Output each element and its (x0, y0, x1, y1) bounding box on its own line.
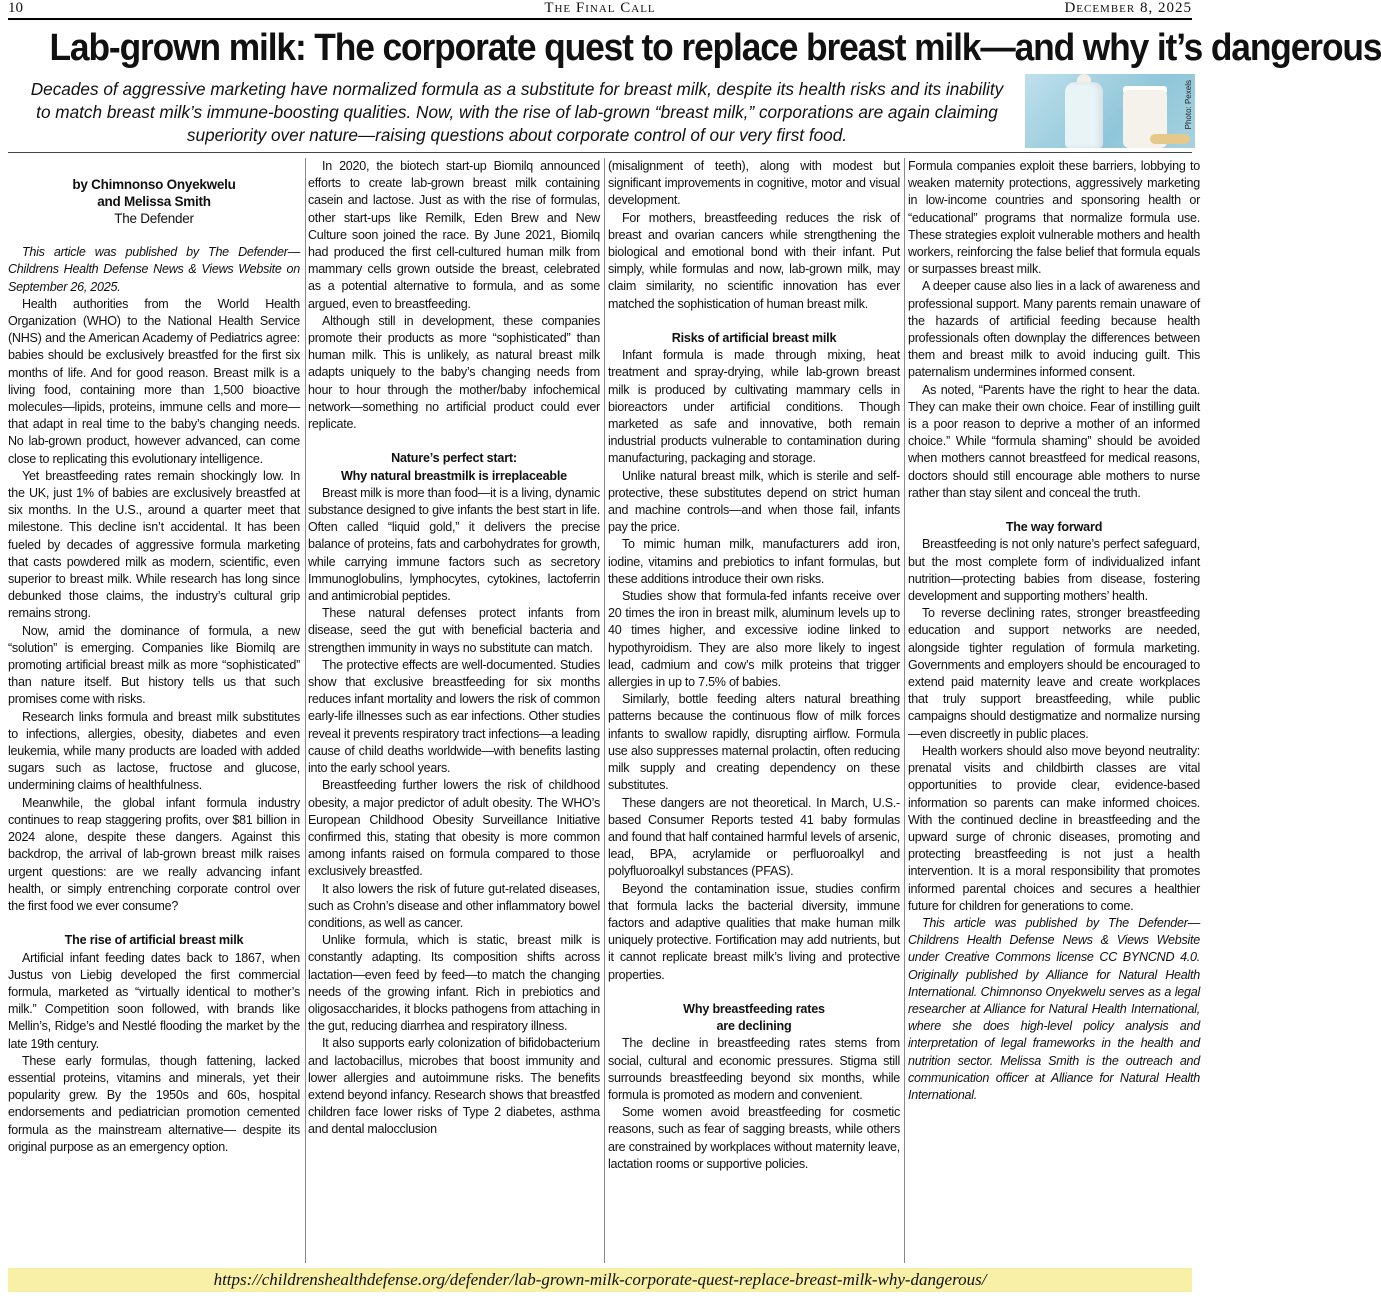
paragraph: Breastfeeding further lowers the risk of childhood obesity, a major predictor of adult obesity. The WHO’s European Childhood Obesity Surveillance Initiative confirmed this, stating that obesity is more common among infants raised on formula compared to those exclusively breastfed. (308, 778, 600, 879)
paragraph: Now, amid the dominance of formula, a new “solution” is emerging. Companies like Biomilq are promoting artificial breast milk as more “sophisticated” than nature itself. But history tells us that such promises come with risks. (8, 623, 300, 707)
header-rule (8, 152, 1192, 153)
paragraph: These early formulas, though fattening, lacked essential proteins, vitamins and minerals, yet their popularity grew. By the 1950s and 60s, hospital endorsements and pediatrician promotion cemented formula as the mainstream alternative— despite its original purpose as an emergency option. (8, 1053, 300, 1154)
paragraph: Unlike formula, which is static, breast milk is constantly adapting. Its composition shifts across lactation—even feed by feed—to match the changing needs of the growing infant. Rich in prebiotics and oligosaccharides, it blocks pathogens from attaching in the gut, reducing diarrhea and respiratory illness. (308, 933, 600, 1034)
paragraph: Yet breastfeeding rates remain shockingly low. In the UK, just 1% of babies are exclusively breastfed at six months. In the U.S., around a quarter meet that milestone. This decline isn’t accidental. It has been fueled by decades of aggressive formula marketing that casts powdered milk as modern, scientific, even superior to breast milk. While research has long since debunked those claims, the industry’s cultural grip remains strong. (8, 468, 300, 621)
paragraph: A deeper cause also lies in a lack of awareness and professional support. Many parents remain unaware of the hazards of artificial feeding because health professionals often downplay the differences between them and breast milk to avoid inducing guilt. This paternalism undermines informed consent. (908, 279, 1200, 380)
paragraph: Formula companies exploit these barriers, lobbying to weaken maternity protections, aggressively marketing in low-income countries and sponsoring health or “educational” programs that normalize formula use. These strategies exploit vulnerable mothers and health workers, reinforcing the false belief that formula equals or surpasses breast milk. (908, 159, 1200, 277)
paragraph: As noted, “Parents have the right to hear the data. They can make their own choice. Fear of instilling guilt is a poor reason to deprive a mother of an informed choice.” While “formula shaming” should be avoided when mothers cannot breastfeed for medical reasons, doctors should still encourage able mothers to nurse rather than stay silent and conceal the truth. (908, 382, 1200, 500)
article-column-4 (908, 158, 1200, 1104)
column-divider (904, 158, 905, 1263)
paragraph: Breast milk is more than food—it is a living, dynamic substance designed to give infants the best start in life. Often called “liquid gold,” it delivers the precise balance of proteins, fats and carbohydrates for growth, while carrying immune factors such as secretory Immunoglobulins, lymphocytes, cytokines, lactoferrin and antimicrobial peptides. (308, 485, 600, 604)
section-heading: are declining (716, 1019, 792, 1034)
column-divider (604, 158, 605, 1263)
paragraph: It also lowers the risk of future gut-related diseases, such as Crohn’s disease and other inflammatory bowel conditions, as well as cancer. (308, 881, 600, 930)
paragraph: Studies show that formula-fed infants receive over 20 times the iron in breast milk, aluminum levels up to 40 times higher, and excessive iodine linked to hypothyroidism. They are also more likely to ingest lead, cadmium and cow’s milk proteins that trigger allergies in up to 7.5% of babies. (608, 589, 900, 690)
section-heading: Nature’s perfect start: (391, 451, 517, 466)
section-heading: Why breastfeeding rates (683, 1001, 825, 1016)
paragraph: (misalignment of teeth), along with modest but significant improvements in cognitive, motor and visual development. (608, 159, 900, 208)
paragraph: Unlike natural breast milk, which is sterile and self-protective, these substitutes depend on strict human and machine controls—and when those fail, infants pay the price. (608, 468, 900, 535)
baby-bottle-photo (1025, 74, 1195, 148)
paragraph: These natural defenses protect infants from disease, seed the gut with beneficial bacteria and strengthen immunity in ways no substitute can match. (308, 606, 600, 655)
byline (8, 176, 300, 227)
paragraph: The protective effects are well-documented. Studies show that exclusive breastfeeding for six months reduces infant mortality and lowers the risk of common early-life illnesses such as ear infections. Other studies reveal it prevents respiratory tract infections—a leading cause of child deaths worldwide—with benefits lasting into the early school years. (308, 657, 600, 776)
paragraph: Breastfeeding is not only nature’s perfect safeguard, but the most complete form of individualized infant nutrition—protecting babies from disease, fostering development and supporting mothers’ health. (908, 537, 1200, 604)
paragraph: Similarly, bottle feeding alters natural breathing patterns because the continuous flow of milk forces infants to swallow rapidly, disrupting airflow. Formula use also suppresses maternal prolactin, often reducing milk supply and creating dependency on these substitutes. (608, 692, 900, 793)
byline-authors-1: by Chimnonso Onyekwelu (72, 177, 236, 192)
section-heading: The rise of artificial breast milk (64, 933, 244, 948)
paragraph: These dangers are not theoretical. In March, U.S.-based Consumer Reports tested 41 baby formulas and found that half contained harmful levels of arsenic, lead, BPA, acrylamide or perfluoroalkyl and polyfluoroalkyl substances (PFAS). (608, 795, 900, 879)
photo-credit: Photo: Pexels (1184, 80, 1193, 130)
byline-outlet: The Defender (114, 211, 194, 226)
paragraph: The decline in breastfeeding rates stems from social, cultural and economic pressures. Stigma still surrounds breastfeeding beyond six months, while formula is promoted as modern and convenient. (608, 1036, 900, 1102)
paragraph: Infant formula is made through mixing, heat treatment and spray-drying, while lab-grown breast milk is produced by cultivating mammary cells in bioreactors under artificial conditions. Though marketed as safe and innovative, both remain industrial products vulnerable to contamination during manufacturing, packaging and storage. (608, 348, 900, 466)
source-url-link[interactable]: https://childrenshealthdefense.org/defender/lab-grown-milk-corporate-quest-replace-breast-milk-why-dangerous/ (8, 1268, 1192, 1292)
intro-note: This article was published by The Defender—Childrens Health Defense News & Views Website on September 26, 2025. (8, 245, 300, 294)
formula-spoon-shape (1150, 134, 1190, 144)
paragraph: It also supports early colonization of bifidobacterium and lactobacillus, microbes that boost immunity and lower allergies and autoimmune risks. The benefits extend beyond infancy. Research shows that breastfed children face lower risks of Type 2 diabetes, asthma and dental malocclusion (308, 1036, 600, 1137)
paragraph: Meanwhile, the global infant formula industry continues to reap staggering profits, over $81 billion in 2024 alone, despite these dangers. Against this backdrop, the arrival of lab-grown breast milk raises urgent questions: are we really advancing infant health, or simply entrenching corporate control over the first food we ever consume? (8, 795, 300, 913)
column-divider (305, 158, 306, 1263)
end-note: This article was published by The Defender—Childrens Health Defense News & Views Website under Creative Commons license CC BYNCND 4.0. Originally published by Alliance for Natural Health International. Chimnonso Onyekwelu serves as a legal researcher at Alliance for Natural Health International, where she does high-level policy analysis and interpretation of legal frameworks in the health and nutrition sector. Melissa Smith is the outreach and communication officer at Alliance for Natural Health International. (908, 915, 1200, 1102)
paragraph: Artificial infant feeding dates back to 1867, when Justus von Liebig developed the first commercial formula, marketed as “virtually identical to mother’s milk.” Competition soon followed, with brands like Mellin’s, Ridge’s and Nestlé flooding the market by the late 19th century. (8, 950, 300, 1051)
page-header (8, 0, 1192, 20)
section-heading: Risks of artificial breast milk (671, 331, 837, 346)
byline-authors-2: and Melissa Smith (97, 194, 211, 209)
paragraph: To reverse declining rates, stronger breastfeeding education and support networks are needed, alongside tighter regulation of formula marketing. Governments and employers should be encouraged to extend paid maternity leave and create workplaces that truly support breastfeeding, while public campaigns should destigmatize and normalize nursing—even discreetly in public places. (908, 606, 1200, 741)
page-number: 10 (8, 0, 23, 16)
paragraph: To mimic human milk, manufacturers add iron, iodine, vitamins and prebiotics to infant formulas, but these additions introduce their own risks. (608, 537, 900, 586)
paragraph: Health authorities from the World Health Organization (WHO) to the National Health Service (NHS) and the American Academy of Pediatrics agree: babies should be exclusively breastfed for the first six months of life. And for good reason. Breast milk is a living food, containing more than 1,500 bioactive molecules—lipids, proteins, immune cells and more—that adapt in real time to the baby’s changing needs. No lab-grown product, however advanced, can come close to replicating this evolutionary intelligence. (8, 296, 300, 466)
issue-date: December 8, 2025 (1064, 0, 1192, 16)
paragraph: Health workers should also move beyond neutrality: prenatal visits and childbirth classes are vital opportunities to provide clear, evidence-based information so parents can make informed choices. With the continued decline in breastfeeding and the upward surge of chronic diseases, promoting and protecting breastfeeding is not just a health intervention. It is a moral responsibility that promotes informed parental choices and secures a healthier future for children for generations to come. (908, 743, 1200, 913)
paragraph: In 2020, the biotech start-up Biomilq announced efforts to create lab-grown breast milk containing casein and lactose. Just as with the rise of formulas, other start-ups like Remilk, Eden Brew and New Culture soon joined the race. By June 2021, Biomilq had produced the first cell-cultured human milk from mammary cells grown outside the breast, celebrated as a potential alternative to formula, and as some argued, even to breastfeeding. (308, 159, 600, 311)
paragraph: Research links formula and breast milk substitutes to infections, allergies, obesity, diabetes and even leukemia, while many products are loaded with added sugars such as lactose, fructose and glucose, undermining claims of healthfulness. (8, 709, 300, 793)
newspaper-name: The Final Call (544, 0, 656, 16)
article-headline: Lab-grown milk: The corporate quest to replace breast milk—and why it’s dangerous (49, 27, 1381, 69)
paragraph: For mothers, breastfeeding reduces the risk of breast and ovarian cancers while strengthening the biological and emotional bond with their infant. Put simply, while formulas and now, lab-grown milk, may claim similarity, no scientific innovation has ever matched the sophistication of human breast milk. (608, 210, 900, 311)
article-dek: Decades of aggressive marketing have normalized formula as a substitute for breast milk, despite its health risks and its inability to match breast milk’s immune-boosting qualities. Now, with the rise of lab-grown “breast milk,” corporations are again claiming superiority over nature—raising questions about corporate control of our very first food. (30, 79, 1004, 145)
article-column-1 (8, 158, 300, 1156)
article-column-2 (308, 158, 600, 1139)
section-heading: Why natural breastmilk is irreplaceable (341, 468, 567, 483)
section-heading: The way forward (1005, 520, 1103, 535)
paragraph: Beyond the contamination issue, studies confirm that formula lacks the bacterial diversity, immune factors and adaptive qualities that make human milk uniquely protective. Fortification may add nutrients, but it cannot replicate breast milk’s living and protective properties. (608, 881, 900, 982)
paragraph: Some women avoid breastfeeding for cosmetic reasons, such as fear of sagging breasts, while others are constrained by workplaces without maternity leave, lactation rooms or supportive policies. (608, 1105, 900, 1171)
baby-bottle-shape (1065, 82, 1103, 148)
paragraph: Although still in development, these companies promote their products as more “sophisticated” than human milk. This is unlikely, as natural breast milk adapts uniquely to the baby’s changing needs from hour to hour through the mother/baby infochemical network—something no artificial product could ever replicate. (308, 313, 600, 432)
article-column-3 (608, 158, 900, 1173)
